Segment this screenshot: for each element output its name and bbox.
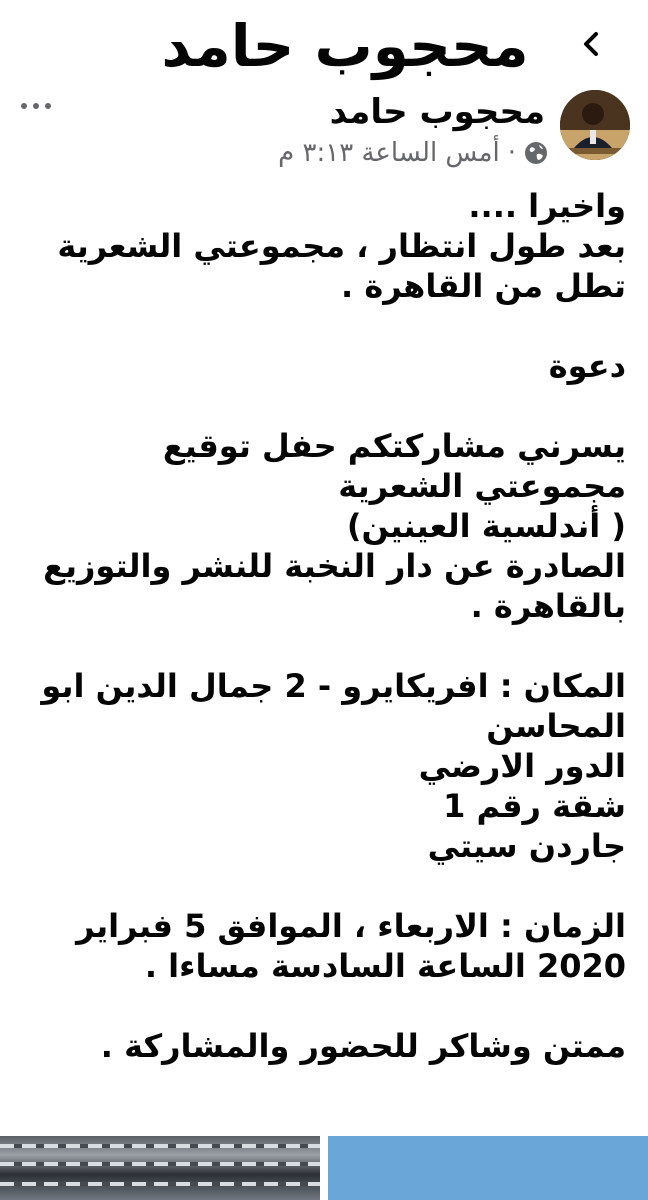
photo-detail (0, 1182, 320, 1186)
meta-separator: · (507, 138, 516, 168)
photo-detail (0, 1162, 320, 1166)
paragraph-gap (26, 626, 626, 666)
post-paragraph: واخيرا .... بعد طول انتظار ، مجموعتي الشعرية تطل من القاهرة . (57, 187, 626, 305)
post-body (26, 186, 626, 1066)
more-horizontal-icon[interactable] (18, 96, 54, 116)
avatar[interactable] (560, 90, 630, 160)
post-paragraph: دعوة (548, 347, 626, 385)
post-header (0, 88, 648, 178)
post-paragraph: ممتن وشاكر للحضور والمشاركة . (100, 1027, 626, 1065)
post-meta (278, 136, 548, 170)
paragraph-gap (26, 866, 626, 906)
post-paragraph: المكان : افريكايرو - 2 جمال الدين ابو المحاسن الدور الارضي شقة رقم 1 جاردن سيتي (41, 667, 626, 865)
paragraph-gap (26, 306, 626, 346)
author-name[interactable]: محجوب حامد (329, 92, 545, 132)
page-title: محجوب حامد (161, 12, 529, 80)
photo-strip (0, 1136, 648, 1200)
globe-icon (524, 141, 548, 165)
post-paragraph: الزمان : الاربعاء ، الموافق 5 فبراير 2020 الساعة السادسة مساءا . (76, 907, 626, 985)
paragraph-gap (26, 386, 626, 426)
post-photo[interactable] (0, 1136, 320, 1200)
post-photo[interactable] (328, 1136, 648, 1200)
post-paragraph: يسرني مشاركتكم حفل توقيع مجموعتي الشعرية ( أندلسية العينين) الصادرة عن دار النخبة للنشر والتوزيع بالقاهرة . (43, 427, 626, 625)
top-bar (0, 0, 648, 90)
chevron-left-icon[interactable] (574, 24, 608, 64)
paragraph-gap (26, 986, 626, 1026)
photo-detail (0, 1144, 320, 1148)
post-timestamp[interactable]: أمس الساعة ٣:١٣ م (278, 138, 500, 168)
